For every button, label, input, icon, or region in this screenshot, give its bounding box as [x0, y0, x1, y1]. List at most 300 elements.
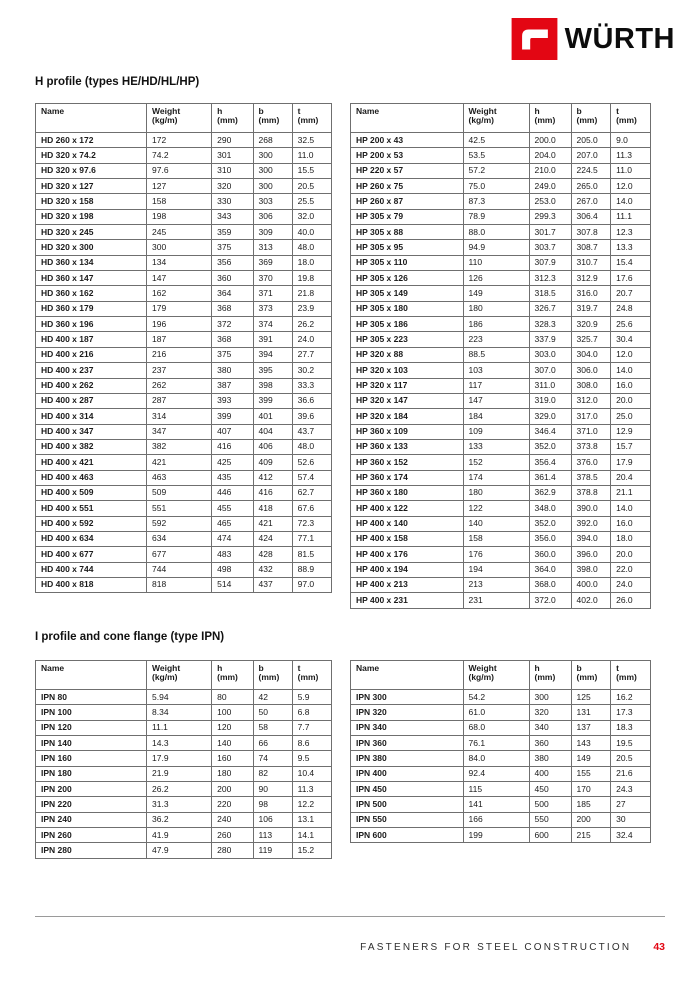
- value-cell: 400: [529, 766, 571, 781]
- value-cell: 24.0: [611, 577, 651, 592]
- value-cell: 10.4: [292, 766, 331, 781]
- profile-name-cell: IPN 450: [351, 782, 464, 797]
- value-cell: 67.6: [292, 501, 331, 516]
- value-cell: 110: [463, 255, 529, 270]
- profile-name-cell: HP 220 x 57: [351, 163, 464, 178]
- profile-name-cell: HP 305 x 79: [351, 209, 464, 224]
- value-cell: 380: [212, 363, 253, 378]
- profile-name-cell: HD 400 x 463: [36, 470, 147, 485]
- value-cell: 13.3: [611, 240, 651, 255]
- value-cell: 9.0: [611, 133, 651, 148]
- value-cell: 318.5: [529, 286, 571, 301]
- table-row: [351, 531, 651, 546]
- profile-name-cell: HD 400 x 634: [36, 531, 147, 546]
- column-header: b (mm): [571, 661, 611, 690]
- table-row: [351, 797, 651, 812]
- value-cell: 253.0: [529, 194, 571, 209]
- value-cell: 115: [463, 782, 529, 797]
- value-cell: 120: [212, 720, 253, 735]
- value-cell: 53.5: [463, 148, 529, 163]
- value-cell: 204.0: [529, 148, 571, 163]
- value-cell: 303: [253, 194, 292, 209]
- profile-name-cell: HD 400 x 187: [36, 332, 147, 347]
- value-cell: 370: [253, 271, 292, 286]
- value-cell: 398.0: [571, 562, 611, 577]
- table-row: [351, 828, 651, 843]
- value-cell: 12.0: [611, 179, 651, 194]
- value-cell: 424: [253, 531, 292, 546]
- value-cell: 498: [212, 562, 253, 577]
- profile-name-cell: HD 400 x 677: [36, 547, 147, 562]
- profile-name-cell: IPN 120: [36, 720, 147, 735]
- value-cell: 47.9: [147, 843, 212, 858]
- table-row: [36, 424, 332, 439]
- value-cell: 308.7: [571, 240, 611, 255]
- value-cell: 300: [147, 240, 212, 255]
- value-cell: 94.9: [463, 240, 529, 255]
- value-cell: 7.7: [292, 720, 331, 735]
- column-header: t (mm): [292, 104, 331, 133]
- value-cell: 465: [212, 516, 253, 531]
- value-cell: 435: [212, 470, 253, 485]
- value-cell: 32.4: [611, 828, 651, 843]
- value-cell: 392.0: [571, 516, 611, 531]
- column-header: t (mm): [611, 661, 651, 690]
- profile-name-cell: HD 400 x 347: [36, 424, 147, 439]
- value-cell: 394.0: [571, 531, 611, 546]
- value-cell: 265.0: [571, 179, 611, 194]
- table-row: [36, 705, 332, 720]
- value-cell: 306: [253, 209, 292, 224]
- value-cell: 380: [529, 751, 571, 766]
- profile-name-cell: HP 305 x 186: [351, 317, 464, 332]
- table-row: [351, 439, 651, 454]
- value-cell: 268: [253, 133, 292, 148]
- profile-name-cell: HD 400 x 287: [36, 393, 147, 408]
- value-cell: 307.9: [529, 255, 571, 270]
- value-cell: 314: [147, 409, 212, 424]
- value-cell: 180: [463, 485, 529, 500]
- value-cell: 88.9: [292, 562, 331, 577]
- value-cell: 43.7: [292, 424, 331, 439]
- value-cell: 200: [212, 782, 253, 797]
- value-cell: 320: [529, 705, 571, 720]
- value-cell: 26.0: [611, 593, 651, 608]
- profile-name-cell: IPN 160: [36, 751, 147, 766]
- table-row: [351, 409, 651, 424]
- value-cell: 352.0: [529, 516, 571, 531]
- profile-name-cell: HP 305 x 180: [351, 301, 464, 316]
- value-cell: 375: [212, 347, 253, 362]
- profile-name-cell: IPN 320: [351, 705, 464, 720]
- table-row: [36, 363, 332, 378]
- profile-name-cell: HP 360 x 109: [351, 424, 464, 439]
- column-header: Name: [351, 104, 464, 133]
- value-cell: 262: [147, 378, 212, 393]
- table-row: [36, 516, 332, 531]
- table-row: [351, 455, 651, 470]
- value-cell: 125: [571, 690, 611, 705]
- value-cell: 134: [147, 255, 212, 270]
- value-cell: 26.2: [292, 317, 331, 332]
- profile-name-cell: IPN 260: [36, 828, 147, 843]
- value-cell: 356.0: [529, 531, 571, 546]
- table-row: [351, 378, 651, 393]
- value-cell: 58: [253, 720, 292, 735]
- profile-name-cell: HP 400 x 140: [351, 516, 464, 531]
- value-cell: 16.0: [611, 378, 651, 393]
- value-cell: 21.8: [292, 286, 331, 301]
- value-cell: 42.5: [463, 133, 529, 148]
- table-row: [351, 271, 651, 286]
- value-cell: 406: [253, 439, 292, 454]
- value-cell: 12.9: [611, 424, 651, 439]
- table-row: [351, 485, 651, 500]
- value-cell: 308.0: [571, 378, 611, 393]
- table-row: [36, 797, 332, 812]
- value-cell: 84.0: [463, 751, 529, 766]
- value-cell: 399: [253, 393, 292, 408]
- value-cell: 304.0: [571, 347, 611, 362]
- profile-name-cell: HD 320 x 158: [36, 194, 147, 209]
- value-cell: 180: [212, 766, 253, 781]
- value-cell: 200.0: [529, 133, 571, 148]
- profile-name-cell: HD 320 x 300: [36, 240, 147, 255]
- wurth-logo-icon: [511, 18, 558, 60]
- value-cell: 8.6: [292, 736, 331, 751]
- table-row: [36, 271, 332, 286]
- value-cell: 329.0: [529, 409, 571, 424]
- value-cell: 8.34: [147, 705, 212, 720]
- value-cell: 12.2: [292, 797, 331, 812]
- value-cell: 158: [147, 194, 212, 209]
- profile-name-cell: HD 360 x 147: [36, 271, 147, 286]
- value-cell: 306.4: [571, 209, 611, 224]
- value-cell: 316.0: [571, 286, 611, 301]
- value-cell: 27.7: [292, 347, 331, 362]
- value-cell: 307.8: [571, 225, 611, 240]
- value-cell: 41.9: [147, 828, 212, 843]
- value-cell: 36.6: [292, 393, 331, 408]
- value-cell: 340: [529, 720, 571, 735]
- profile-name-cell: HP 400 x 231: [351, 593, 464, 608]
- profile-name-cell: IPN 180: [36, 766, 147, 781]
- value-cell: 347: [147, 424, 212, 439]
- profile-name-cell: HP 400 x 194: [351, 562, 464, 577]
- profile-name-cell: IPN 300: [351, 690, 464, 705]
- value-cell: 677: [147, 547, 212, 562]
- value-cell: 215: [571, 828, 611, 843]
- value-cell: 92.4: [463, 766, 529, 781]
- column-header: Weight (kg/m): [147, 104, 212, 133]
- table-row: [36, 332, 332, 347]
- value-cell: 317.0: [571, 409, 611, 424]
- table-row: [351, 705, 651, 720]
- value-cell: 30.2: [292, 363, 331, 378]
- table-row: [351, 363, 651, 378]
- value-cell: 30: [611, 812, 651, 827]
- profile-name-cell: HD 400 x 216: [36, 347, 147, 362]
- value-cell: 106: [253, 812, 292, 827]
- value-cell: 402.0: [571, 593, 611, 608]
- value-cell: 348.0: [529, 501, 571, 516]
- value-cell: 326.7: [529, 301, 571, 316]
- profile-name-cell: IPN 200: [36, 782, 147, 797]
- table-row: [36, 843, 332, 858]
- value-cell: 11.1: [611, 209, 651, 224]
- table-row: [351, 736, 651, 751]
- value-cell: 11.3: [611, 148, 651, 163]
- value-cell: 500: [529, 797, 571, 812]
- value-cell: 6.8: [292, 705, 331, 720]
- footer: [35, 941, 665, 953]
- value-cell: 39.6: [292, 409, 331, 424]
- value-cell: 50: [253, 705, 292, 720]
- value-cell: 52.6: [292, 455, 331, 470]
- column-header: Weight (kg/m): [463, 104, 529, 133]
- value-cell: 223: [463, 332, 529, 347]
- profile-name-cell: IPN 220: [36, 797, 147, 812]
- table-header-row: [36, 104, 332, 133]
- profile-name-cell: HD 360 x 134: [36, 255, 147, 270]
- profile-name-cell: HP 400 x 213: [351, 577, 464, 592]
- column-header: Name: [36, 104, 147, 133]
- value-cell: 80: [212, 690, 253, 705]
- table-header-row: [351, 661, 651, 690]
- value-cell: 18.3: [611, 720, 651, 735]
- value-cell: 48.0: [292, 439, 331, 454]
- value-cell: 306.0: [571, 363, 611, 378]
- table-row: [36, 562, 332, 577]
- column-header: b (mm): [571, 104, 611, 133]
- profile-name-cell: HD 360 x 196: [36, 317, 147, 332]
- value-cell: 82: [253, 766, 292, 781]
- table-row: [351, 332, 651, 347]
- column-header: t (mm): [292, 661, 331, 690]
- value-cell: 75.0: [463, 179, 529, 194]
- value-cell: 398: [253, 378, 292, 393]
- column-header: b (mm): [253, 104, 292, 133]
- value-cell: 368.0: [529, 577, 571, 592]
- table-row: [36, 378, 332, 393]
- value-cell: 396.0: [571, 547, 611, 562]
- table-row: [36, 720, 332, 735]
- table-row: [36, 347, 332, 362]
- profile-name-cell: HP 320 x 184: [351, 409, 464, 424]
- value-cell: 158: [463, 531, 529, 546]
- value-cell: 237: [147, 363, 212, 378]
- value-cell: 57.2: [463, 163, 529, 178]
- value-cell: 330: [212, 194, 253, 209]
- value-cell: 550: [529, 812, 571, 827]
- value-cell: 328.3: [529, 317, 571, 332]
- value-cell: 76.1: [463, 736, 529, 751]
- value-cell: 11.1: [147, 720, 212, 735]
- value-cell: 186: [463, 317, 529, 332]
- table-row: [36, 225, 332, 240]
- value-cell: 394: [253, 347, 292, 362]
- table-row: [36, 317, 332, 332]
- table-row: [36, 163, 332, 178]
- value-cell: 184: [463, 409, 529, 424]
- value-cell: 149: [463, 286, 529, 301]
- value-cell: 11.3: [292, 782, 331, 797]
- footer-text: FASTENERS FOR STEEL CONSTRUCTION: [360, 942, 632, 953]
- value-cell: 20.5: [292, 179, 331, 194]
- value-cell: 88.0: [463, 225, 529, 240]
- value-cell: 346.4: [529, 424, 571, 439]
- column-header: h (mm): [529, 104, 571, 133]
- table-row: [36, 409, 332, 424]
- value-cell: 137: [571, 720, 611, 735]
- table-row: [351, 347, 651, 362]
- profile-name-cell: HP 305 x 223: [351, 332, 464, 347]
- value-cell: 374: [253, 317, 292, 332]
- value-cell: 416: [212, 439, 253, 454]
- table-row: [351, 547, 651, 562]
- value-cell: 362.9: [529, 485, 571, 500]
- value-cell: 371: [253, 286, 292, 301]
- value-cell: 18.0: [292, 255, 331, 270]
- profile-name-cell: HD 400 x 237: [36, 363, 147, 378]
- profile-name-cell: HP 200 x 53: [351, 148, 464, 163]
- section-title-h-profile: H profile (types HE/HD/HL/HP): [35, 76, 200, 88]
- table-row: [36, 531, 332, 546]
- value-cell: 311.0: [529, 378, 571, 393]
- value-cell: 61.0: [463, 705, 529, 720]
- value-cell: 418: [253, 501, 292, 516]
- value-cell: 290: [212, 133, 253, 148]
- value-cell: 401: [253, 409, 292, 424]
- value-cell: 42: [253, 690, 292, 705]
- table-row: [351, 562, 651, 577]
- value-cell: 245: [147, 225, 212, 240]
- value-cell: 378.8: [571, 485, 611, 500]
- profile-name-cell: IPN 340: [351, 720, 464, 735]
- ipn-small-table: [35, 660, 332, 859]
- value-cell: 391: [253, 332, 292, 347]
- value-cell: 260: [212, 828, 253, 843]
- value-cell: 432: [253, 562, 292, 577]
- profile-name-cell: IPN 550: [351, 812, 464, 827]
- value-cell: 421: [147, 455, 212, 470]
- table-row: [351, 766, 651, 781]
- value-cell: 32.0: [292, 209, 331, 224]
- value-cell: 369: [253, 255, 292, 270]
- value-cell: 400.0: [571, 577, 611, 592]
- profile-name-cell: HP 305 x 88: [351, 225, 464, 240]
- value-cell: 81.5: [292, 547, 331, 562]
- value-cell: 312.0: [571, 393, 611, 408]
- value-cell: 287: [147, 393, 212, 408]
- table-row: [351, 209, 651, 224]
- table-row: [351, 470, 651, 485]
- value-cell: 300: [529, 690, 571, 705]
- value-cell: 176: [463, 547, 529, 562]
- table-row: [36, 179, 332, 194]
- value-cell: 352.0: [529, 439, 571, 454]
- table-row: [351, 424, 651, 439]
- table-row: [351, 255, 651, 270]
- table-row: [351, 301, 651, 316]
- value-cell: 421: [253, 516, 292, 531]
- value-cell: 17.3: [611, 705, 651, 720]
- profile-name-cell: IPN 600: [351, 828, 464, 843]
- table-row: [36, 485, 332, 500]
- profile-name-cell: HP 360 x 174: [351, 470, 464, 485]
- table-row: [36, 736, 332, 751]
- value-cell: 382: [147, 439, 212, 454]
- value-cell: 194: [463, 562, 529, 577]
- profile-name-cell: HD 320 x 127: [36, 179, 147, 194]
- profile-name-cell: HD 320 x 198: [36, 209, 147, 224]
- value-cell: 62.7: [292, 485, 331, 500]
- value-cell: 20.7: [611, 286, 651, 301]
- value-cell: 20.0: [611, 547, 651, 562]
- value-cell: 17.9: [147, 751, 212, 766]
- value-cell: 240: [212, 812, 253, 827]
- table-header-row: [351, 104, 651, 133]
- value-cell: 140: [212, 736, 253, 751]
- value-cell: 356.4: [529, 455, 571, 470]
- table-row: [36, 501, 332, 516]
- profile-name-cell: HP 200 x 43: [351, 133, 464, 148]
- profile-name-cell: HP 320 x 88: [351, 347, 464, 362]
- value-cell: 131: [571, 705, 611, 720]
- value-cell: 474: [212, 531, 253, 546]
- value-cell: 514: [212, 577, 253, 592]
- table-row: [36, 547, 332, 562]
- value-cell: 30.4: [611, 332, 651, 347]
- value-cell: 20.0: [611, 393, 651, 408]
- value-cell: 359: [212, 225, 253, 240]
- value-cell: 303.7: [529, 240, 571, 255]
- value-cell: 16.2: [611, 690, 651, 705]
- table-row: [351, 501, 651, 516]
- value-cell: 325.7: [571, 332, 611, 347]
- value-cell: 23.9: [292, 301, 331, 316]
- value-cell: 450: [529, 782, 571, 797]
- profile-name-cell: HP 305 x 126: [351, 271, 464, 286]
- value-cell: 33.3: [292, 378, 331, 393]
- table-row: [36, 148, 332, 163]
- value-cell: 147: [147, 271, 212, 286]
- value-cell: 11.0: [292, 148, 331, 163]
- profile-name-cell: HD 400 x 382: [36, 439, 147, 454]
- profile-name-cell: HP 320 x 147: [351, 393, 464, 408]
- value-cell: 319.0: [529, 393, 571, 408]
- table-row: [351, 690, 651, 705]
- value-cell: 122: [463, 501, 529, 516]
- value-cell: 249.0: [529, 179, 571, 194]
- value-cell: 592: [147, 516, 212, 531]
- column-header: b (mm): [253, 661, 292, 690]
- value-cell: 97.6: [147, 163, 212, 178]
- value-cell: 14.0: [611, 194, 651, 209]
- profile-name-cell: HD 400 x 421: [36, 455, 147, 470]
- table-row: [351, 286, 651, 301]
- value-cell: 90: [253, 782, 292, 797]
- value-cell: 78.9: [463, 209, 529, 224]
- value-cell: 310: [212, 163, 253, 178]
- profile-name-cell: HP 400 x 176: [351, 547, 464, 562]
- table-row: [351, 751, 651, 766]
- value-cell: 300: [253, 148, 292, 163]
- value-cell: 25.5: [292, 194, 331, 209]
- value-cell: 300: [253, 179, 292, 194]
- value-cell: 126: [463, 271, 529, 286]
- table-row: [351, 782, 651, 797]
